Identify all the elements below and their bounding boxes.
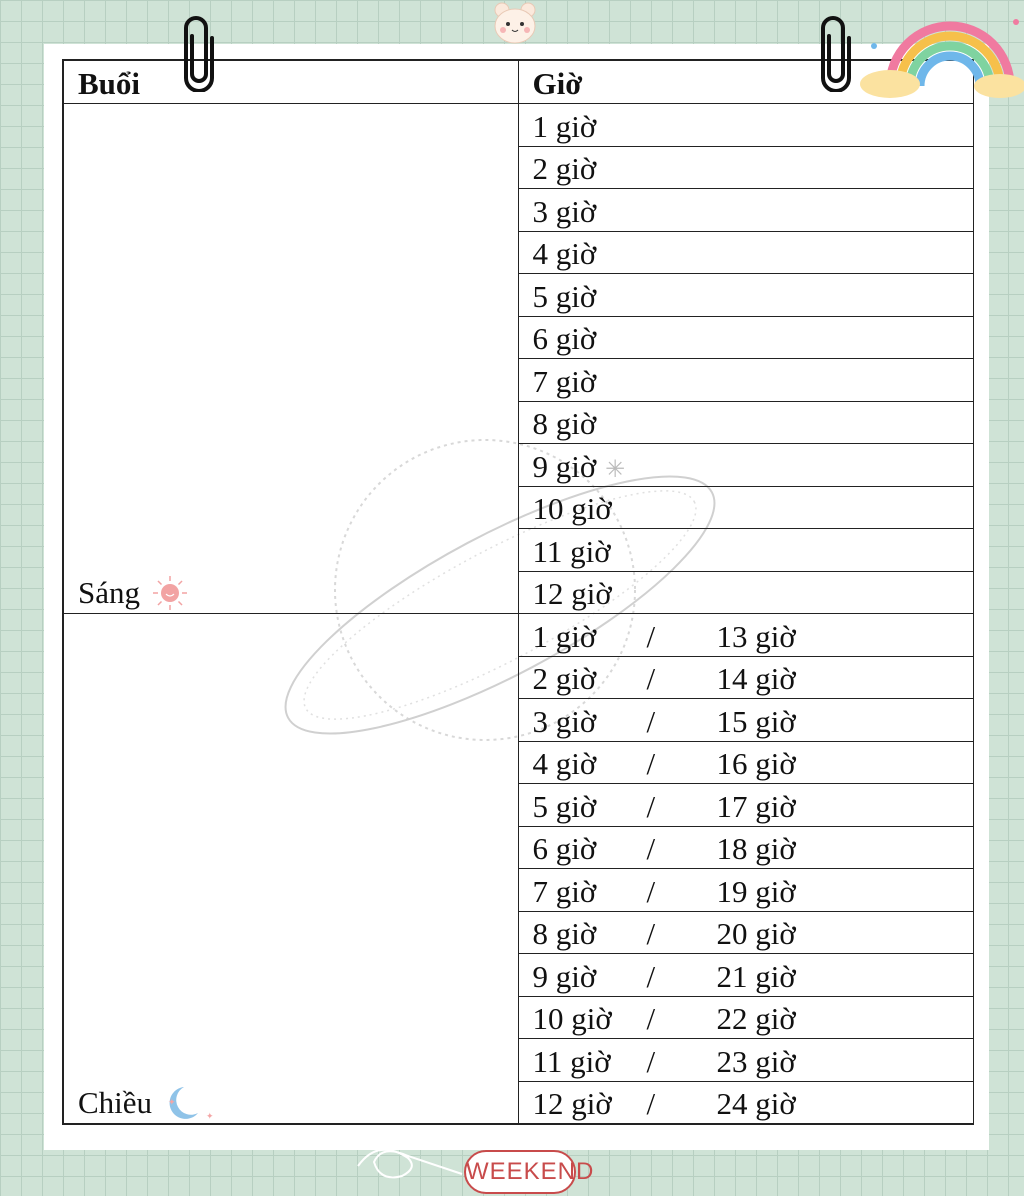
hour-cell xyxy=(518,614,973,657)
hour-separator: / xyxy=(646,873,656,909)
hour-cell xyxy=(518,911,973,954)
rainbow-icon xyxy=(860,6,1024,106)
hour-cell xyxy=(518,784,973,827)
hour-12: 1 giờ xyxy=(532,618,597,654)
hour-separator: / xyxy=(646,1086,656,1121)
hour-pair xyxy=(533,788,973,826)
time-table xyxy=(62,59,974,1125)
hour-24: 23 giờ xyxy=(716,1043,796,1079)
hour-pair xyxy=(533,703,973,741)
hour-pair xyxy=(533,1000,973,1038)
hour-separator: / xyxy=(646,831,656,866)
table-row xyxy=(63,614,973,657)
hour-12: 4 giờ xyxy=(532,746,597,781)
hour-cell: 5 giờ xyxy=(518,274,973,317)
hour-separator: / xyxy=(646,618,656,654)
svg-text:✦: ✦ xyxy=(168,1097,176,1107)
hour-24: 16 giờ xyxy=(716,746,796,781)
hour-separator: / xyxy=(646,958,656,994)
hour-cell: 4 giờ xyxy=(518,231,973,274)
hour-cell xyxy=(518,1039,973,1082)
hour-24: 20 giờ xyxy=(716,916,796,951)
paperclip-icon xyxy=(180,14,218,92)
hour-24: 19 giờ xyxy=(716,873,796,909)
hour-separator: / xyxy=(646,703,656,739)
svg-text:✳: ✳ xyxy=(605,455,626,483)
hour-cell: 8 giờ xyxy=(518,401,973,444)
hour-pair xyxy=(533,958,973,996)
hour-cell: 12 giờ xyxy=(518,571,973,614)
period-morning xyxy=(63,104,518,614)
hour-cell: 11 giờ xyxy=(518,529,973,572)
hour-24: 22 giờ xyxy=(716,1001,796,1036)
hour-12: 6 giờ xyxy=(532,831,597,866)
hour-12: 8 giờ xyxy=(532,916,597,951)
hour-24: 17 giờ xyxy=(716,788,796,824)
hour-12: 7 giờ xyxy=(532,873,597,909)
paperclip-icon xyxy=(817,14,855,92)
bear-icon xyxy=(490,0,540,46)
hour-cell: 10 giờ xyxy=(518,486,973,529)
hour-24: 15 giờ xyxy=(716,703,796,739)
hour-cell xyxy=(518,869,973,912)
hour-cell xyxy=(518,699,973,742)
hour-cell xyxy=(518,954,973,997)
hour-12: 3 giờ xyxy=(532,703,597,739)
hour-24: 21 giờ xyxy=(716,958,796,994)
swirl-icon xyxy=(354,1136,466,1192)
hour-12: 11 giờ xyxy=(532,1043,611,1079)
hour-cell xyxy=(518,1081,973,1124)
hour-separator: / xyxy=(646,788,656,824)
hour-pair xyxy=(533,745,973,783)
moon-icon xyxy=(162,1083,218,1123)
hour-separator: / xyxy=(646,746,656,781)
hour-cell: 9 giờ xyxy=(518,444,973,487)
sun-icon xyxy=(150,573,190,613)
hour-pair xyxy=(533,1085,973,1123)
hour-cell: 6 giờ xyxy=(518,316,973,359)
hour-pair xyxy=(533,1043,973,1081)
hour-24: 24 giờ xyxy=(716,1086,796,1121)
hour-pair xyxy=(533,873,973,911)
hour-cell: 1 giờ xyxy=(518,104,973,147)
period-afternoon-content xyxy=(78,1083,518,1123)
hour-pair xyxy=(533,618,973,656)
hour-separator: / xyxy=(646,1001,656,1036)
hour-separator: / xyxy=(646,661,656,696)
hour-separator: / xyxy=(646,916,656,951)
hour-pair xyxy=(533,830,973,868)
period-afternoon-label: Chiều xyxy=(78,1085,153,1120)
hour-12: 12 giờ xyxy=(532,1086,612,1121)
hour-24: 13 giờ xyxy=(716,618,796,654)
hour-cell: 3 giờ xyxy=(518,189,973,232)
period-afternoon xyxy=(63,614,518,1125)
hour-12: 9 giờ xyxy=(532,958,597,994)
hour-pair xyxy=(533,915,973,953)
svg-text:✦: ✦ xyxy=(206,1111,214,1121)
table-row xyxy=(63,104,973,147)
hour-cell xyxy=(518,996,973,1039)
hour-12: 2 giờ xyxy=(532,661,597,696)
hour-12: 5 giờ xyxy=(532,788,597,824)
hour-cell: 2 giờ xyxy=(518,146,973,189)
period-header: Buổi xyxy=(63,60,518,104)
hour-cell: 7 giờ xyxy=(518,359,973,402)
hour-pair xyxy=(533,660,973,698)
hour-header: Giờ xyxy=(518,60,973,104)
hour-cell xyxy=(518,741,973,784)
hour-cell xyxy=(518,656,973,699)
period-morning-label: Sáng xyxy=(78,575,140,610)
hour-separator: / xyxy=(646,1043,656,1079)
hour-24: 18 giờ xyxy=(716,831,796,866)
weekend-badge: WEEKEND xyxy=(464,1150,576,1194)
period-morning-content xyxy=(78,573,518,613)
hour-24: 14 giờ xyxy=(716,661,796,696)
hour-12: 10 giờ xyxy=(532,1001,612,1036)
hour-cell xyxy=(518,826,973,869)
